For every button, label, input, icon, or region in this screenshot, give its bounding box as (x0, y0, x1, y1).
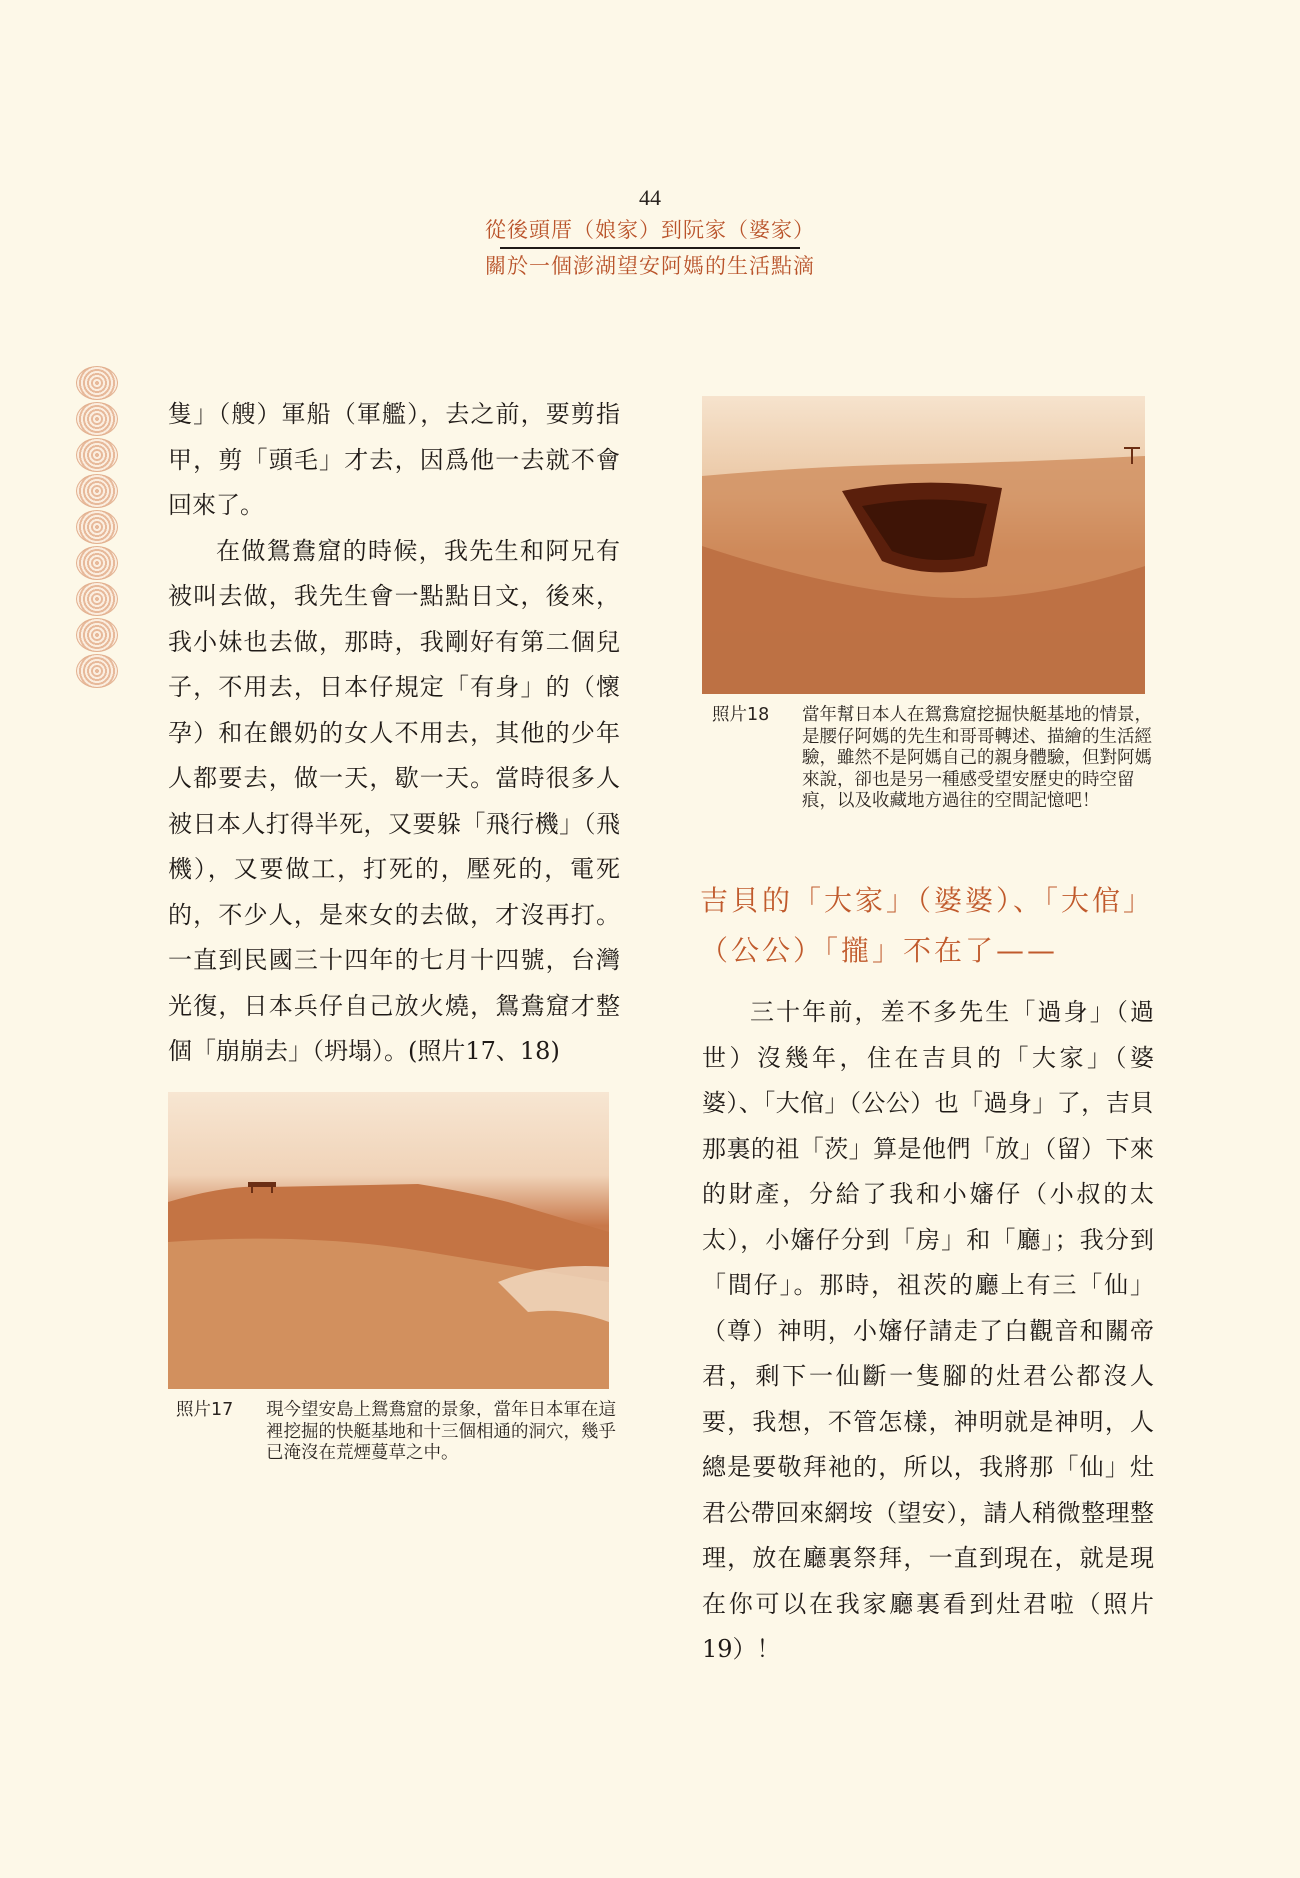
left-text-column (168, 392, 620, 1075)
ornament-icon (76, 402, 118, 436)
photo-17-image (168, 1092, 609, 1389)
margin-ornaments (76, 366, 120, 690)
body-paragraph: 三十年前，差不多先生「過身」（過世）沒幾年，住在吉貝的「大家」（婆婆）、「大倌」（公公）也「過身」了，吉貝那裏的祖「茨」算是他們「放」（留）下來的財產，分給了我和小嬸仔（小叔的太太），小嬸仔分到「房」和「廳」；我分到「間仔」。那時，祖茨的廳上有三「仙」（尊）神明，小嬸仔請走了白觀音和關帝君，剩下一仙斷一隻腳的灶君公都沒人要，我想，不管怎樣，神明就是神明，人總是要敬拜祂的，所以，我將那「仙」灶君公帶回來網垵（望安），請人稍微整理整理，放在廳裏祭拜，一直到現在，就是現在你可以在我家廳裏看到灶君啦（照片19）！ (702, 998, 1154, 1663)
page-number: 44 (639, 185, 661, 210)
running-subtitle: 關於一個澎湖望安阿媽的生活點滴 (485, 254, 815, 278)
photo-17-landscape (168, 1092, 609, 1389)
body-paragraph: 隻」（艘）軍船（軍艦），去之前，要剪指甲，剪「頭毛」才去，因爲他一去就不會回來了。 (168, 400, 620, 519)
photo-18-image (702, 396, 1145, 694)
caption-label: 照片17 (176, 1400, 234, 1420)
caption-text: 現今望安島上鴛鴦窟的景象，當年日本軍在這裡挖掘的快艇基地和十三個相通的洞穴，幾乎已淹沒在荒煙蔓草之中。 (266, 1400, 616, 1463)
ornament-icon (76, 582, 118, 616)
page-header (0, 185, 1300, 281)
caption-text: 當年幫日本人在鴛鴦窟挖掘快艇基地的情景，是腰仔阿媽的先生和哥哥轉述、描繪的生活經驗，雖然不是阿媽自己的親身體驗，但對阿媽來說，卻也是另一種感受望安歷史的時空留痕，以及收藏地方過往的空間記憶吧！ (802, 705, 1152, 811)
ornament-icon (76, 510, 118, 544)
ornament-icon (76, 474, 118, 508)
ornament-icon (76, 366, 118, 400)
right-text-column (702, 990, 1154, 1673)
caption-label: 照片18 (712, 705, 770, 725)
section-heading: 吉貝的「大家」（婆婆）、「大倌」（公公）「攏」不在了—— (700, 884, 1155, 967)
ornament-icon (76, 546, 118, 580)
running-title: 從後頭厝（娘家）到阮家（婆家） (485, 218, 815, 242)
ornament-icon (76, 654, 118, 688)
photo-17-caption (176, 1400, 616, 1510)
ornament-icon (76, 438, 118, 472)
photo-18-excavation (702, 396, 1145, 694)
header-divider (500, 247, 800, 249)
ornament-icon (76, 618, 118, 652)
body-paragraph: 在做鴛鴦窟的時候，我先生和阿兄有被叫去做，我先生會一點點日文，後來，我小妹也去做，那時，我剛好有第二個兒子，不用去，日本仔規定「有身」的（懷孕）和在餵奶的女人不用去，其他的少年人都要去，做一天，歇一天。當時很多人被日本人打得半死，又要躲「飛行機」（飛機），又要做工，打死的，壓死的，電死的，不少人，是來女的去做，才沒再打。一直到民國三十四年的七月十四號，台灣光復，日本兵仔自己放火燒，鴛鴦窟才整個「崩崩去」（坍塌）。(照片17、18) (168, 536, 620, 1065)
photo-18-caption (712, 705, 1152, 855)
